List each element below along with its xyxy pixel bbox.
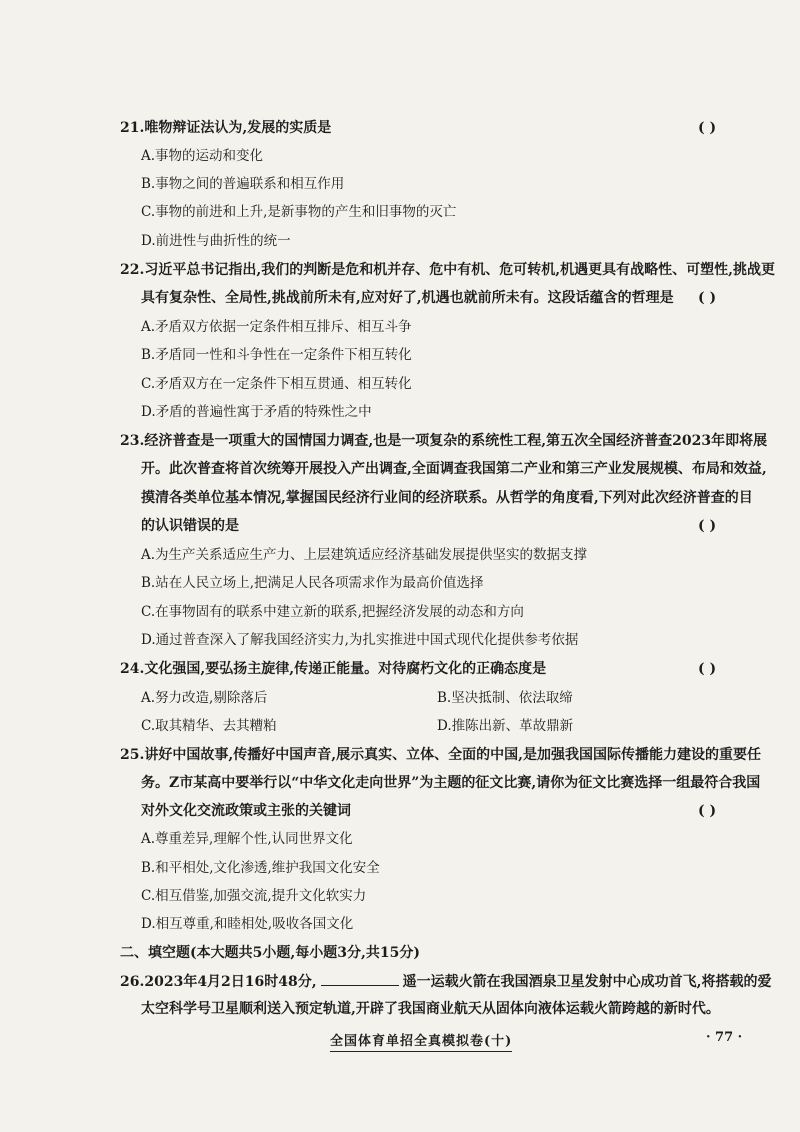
q24-option-c: C.取其精华、去其糟粕 — [141, 718, 277, 734]
q25-option-b: B.和平相处,文化渗透,维护我国文化安全 — [141, 860, 380, 876]
q26-suffix: 遥一运载火箭在我国酒泉卫星发射中心成功首飞,将搭载的爱 — [402, 974, 772, 990]
q22-option-a: A.矛盾双方依据一定条件相互排斥、相互斗争 — [141, 319, 412, 335]
q24-option-b: B.坚决抵制、依法取缔 — [437, 690, 573, 706]
page-number: · 77 · — [706, 1030, 743, 1045]
q23-stem-line2: 开。此次普查将首次统筹开展投入产出调查,全面调查我国第二产业和第三产业发展规模、布局和效益, — [141, 461, 767, 477]
q25-answer-paren: ( ) — [698, 803, 717, 819]
q24-option-d: D.推陈出新、革故鼎新 — [437, 718, 574, 734]
q22-option-d: D.矛盾的普遍性寓于矛盾的特殊性之中 — [141, 404, 372, 420]
q23-option-d: D.通过普查深入了解我国经济实力,为扎实推进中国式现代化提供参考依据 — [141, 632, 579, 648]
q26-stem-line2: 太空科学号卫星顺利送入预定轨道,开辟了我国商业航天从固体向液体运载火箭跨越的新时代。 — [141, 1001, 720, 1017]
q26-stem-line1 — [120, 971, 772, 992]
footer-title: 全国体育单招全真模拟卷(十) — [330, 1030, 512, 1052]
q23-stem-line3: 摸清各类单位基本情况,掌握国民经济行业间的经济联系。从哲学的角度看,下列对此次经济普查的目 — [141, 490, 753, 506]
q23-stem-line4: 的认识错误的是 — [141, 518, 239, 534]
q23-option-c: C.在事物固有的联系中建立新的联系,把握经济发展的动态和方向 — [141, 604, 524, 620]
q21-answer-paren: ( ) — [698, 120, 717, 136]
q23-option-a: A.为生产关系适应生产力、上层建筑适应经济基础发展提供坚实的数据支撑 — [141, 547, 588, 563]
q22-option-b: B.矛盾同一性和斗争性在一定条件下相互转化 — [141, 347, 412, 363]
q23-option-b: B.站在人民立场上,把满足人民各项需求作为最高价值选择 — [141, 575, 484, 591]
q22-stem-line2: 具有复杂性、全局性,挑战前所未有,应对好了,机遇也就前所未有。这段话蕴含的哲理是 — [141, 290, 674, 306]
q25-option-a: A.尊重差异,理解个性,认同世界文化 — [141, 831, 353, 847]
q22-stem-line1: 22.习近平总书记指出,我们的判断是危和机并存、危中有机、危可转机,机遇更具有战略性、可塑性,挑战更 — [120, 262, 775, 278]
q22-option-c: C.矛盾双方在一定条件下相互贯通、相互转化 — [141, 376, 412, 392]
q26-prefix: 26.2023年4月2日16时48分, — [120, 974, 317, 990]
q21-option-c: C.事物的前进和上升,是新事物的产生和旧事物的灭亡 — [141, 204, 457, 220]
q23-answer-paren: ( ) — [698, 518, 717, 534]
q25-option-c: C.相互借鉴,加强交流,提升文化软实力 — [141, 888, 367, 904]
q21-stem: 21.唯物辩证法认为,发展的实质是 — [120, 120, 332, 136]
q21-option-d: D.前进性与曲折性的统一 — [141, 233, 291, 249]
q24-stem: 24.文化强国,要弘扬主旋律,传递正能量。对待腐朽文化的正确态度是 — [120, 661, 547, 677]
q21-option-a: A.事物的运动和变化 — [141, 148, 264, 164]
q25-stem-line1: 25.讲好中国故事,传播好中国声音,展示真实、立体、全面的中国,是加强我国国际传播能力建设的重要任 — [120, 747, 761, 763]
q24-answer-paren: ( ) — [698, 661, 717, 677]
q25-stem-line3: 对外文化交流政策或主张的关键词 — [141, 803, 351, 819]
section-heading-fill-in: 二、填空题(本大题共5小题,每小题3分,共15分) — [120, 945, 420, 961]
q24-option-a: A.努力改造,剔除落后 — [141, 690, 268, 706]
q22-answer-paren: ( ) — [698, 290, 717, 306]
q26-answer-blank[interactable] — [321, 971, 399, 986]
q23-stem-line1: 23.经济普查是一项重大的国情国力调查,也是一项复杂的系统性工程,第五次全国经济普查2023年即将展 — [120, 433, 768, 449]
q25-option-d: D.相互尊重,和睦相处,吸收各国文化 — [141, 916, 354, 932]
q25-stem-line2: 务。Z市某高中要举行以“中华文化走向世界”为主题的征文比赛,请你为征文比赛选择一组最符合我国 — [141, 775, 761, 791]
q21-option-b: B.事物之间的普遍联系和相互作用 — [141, 176, 345, 192]
